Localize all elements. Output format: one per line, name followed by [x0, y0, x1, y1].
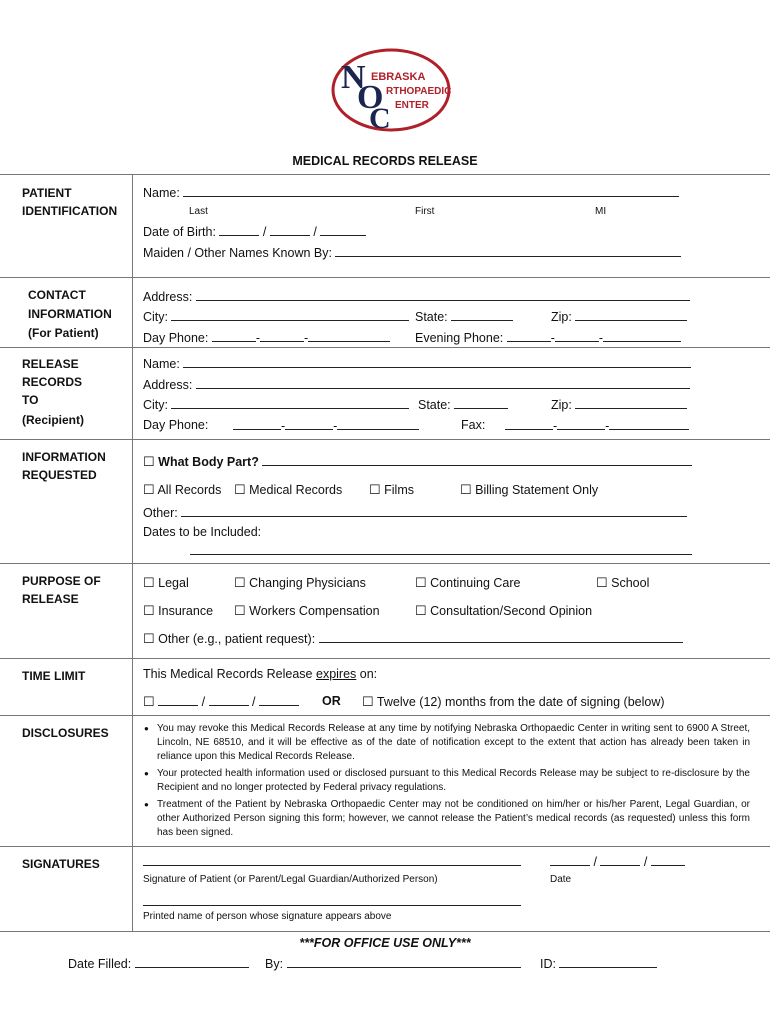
patient-label-line2: IDENTIFICATION	[22, 204, 118, 218]
expiry-day-field[interactable]	[209, 694, 249, 706]
signature-caption: Signature of Patient (or Parent/Legal Guardian/Authorized Person)	[143, 874, 438, 885]
school-checkbox[interactable]: ☐	[596, 575, 608, 590]
consultation-checkbox[interactable]: ☐	[415, 603, 427, 618]
contact-evening-phone-area[interactable]	[507, 330, 551, 342]
release-day-phone-line[interactable]	[337, 418, 419, 430]
section-patient-identification: PATIENT IDENTIFICATION Name: Last First MI Date of Birth: / / Maiden / Other Names Known By:	[0, 175, 770, 278]
release-name-field[interactable]	[183, 356, 691, 368]
office-use-heading: ***FOR OFFICE USE ONLY***	[299, 936, 471, 950]
continuing-care-label: Continuing Care	[430, 576, 521, 590]
body-part-label: What Body Part?	[158, 455, 259, 469]
contact-label-line2: INFORMATION	[28, 307, 112, 321]
or-label: OR	[322, 694, 341, 708]
signatures-label: SIGNATURES	[22, 857, 100, 871]
by-field[interactable]	[287, 956, 521, 968]
dates-included-label: Dates to be Included:	[143, 525, 262, 539]
info-other-label: Other:	[143, 506, 178, 520]
contact-day-phone-area[interactable]	[212, 330, 256, 342]
purpose-label-line1: PURPOSE OF	[22, 574, 101, 588]
school-label: School	[611, 576, 650, 590]
body-part-field[interactable]	[262, 454, 692, 466]
workers-compensation-checkbox[interactable]: ☐	[234, 603, 246, 618]
logo-letter-c: C	[369, 102, 391, 135]
patient-dob-label: Date of Birth:	[143, 225, 216, 239]
contact-evening-phone-label: Evening Phone:	[415, 331, 504, 345]
signature-date-year[interactable]	[651, 854, 685, 866]
id-label: ID:	[540, 957, 556, 971]
section-signatures: SIGNATURES / / Signature of Patient (or Parent/Legal Guardian/Authorized Person) Date Printed name of person whose signature appears above	[0, 847, 770, 932]
patient-name-field[interactable]	[183, 185, 679, 197]
contact-address-label: Address:	[143, 290, 193, 304]
release-fax-area[interactable]	[505, 418, 553, 430]
expiry-year-field[interactable]	[259, 694, 299, 706]
insurance-label: Insurance	[158, 604, 214, 618]
disclosure-item-treatment: ● Treatment of the Patient by Nebraska Orthopaedic Center may not be conditioned on him/her or his/her Parent, Legal Guardian, or other Authorized Person signing this form; however, we cannot release the Patient’s medical records (as requested) unless this form has been signed.	[143, 798, 750, 840]
info-label-line2: REQUESTED	[22, 468, 97, 482]
contact-address-field[interactable]	[196, 289, 690, 301]
by-label: By:	[265, 957, 284, 971]
all-records-checkbox[interactable]: ☐	[143, 482, 155, 497]
signature-date-month[interactable]	[550, 854, 590, 866]
disclosure-item-revoke: ● You may revoke this Medical Records Release at any time by notifying Nebraska Orthopaedic Center in writing sent to 6900 A Street, Lincoln, NE 68510, and it will be effective as of the date of notification except to the extent that action has already been taken in reliance upon this Medical Records Release.	[143, 722, 750, 764]
release-form-table	[0, 174, 770, 932]
release-day-phone-area[interactable]	[233, 418, 281, 430]
section-contact-information: CONTACT INFORMATION (For Patient) Address: City: State: Zip: Day Phone: - - Evening Phone: - -	[0, 278, 770, 348]
expiry-month-field[interactable]	[158, 694, 198, 706]
logo-text-enter: ENTER	[395, 100, 429, 111]
signature-date-day[interactable]	[600, 854, 640, 866]
nebraska-orthopaedic-center-logo	[329, 42, 454, 137]
legal-label: Legal	[158, 576, 189, 590]
billing-statement-checkbox[interactable]: ☐	[460, 482, 472, 497]
consultation-label: Consultation/Second Opinion	[430, 604, 593, 618]
billing-statement-label: Billing Statement Only	[475, 483, 599, 497]
release-city-label: City:	[143, 398, 168, 412]
time-limit-label: TIME LIMIT	[22, 669, 86, 683]
disclosures-list	[143, 716, 770, 840]
contact-label-line1: CONTACT	[28, 288, 86, 302]
insurance-checkbox[interactable]: ☐	[143, 603, 155, 618]
patient-maiden-field[interactable]	[335, 245, 681, 257]
contact-evening-phone-prefix[interactable]	[555, 330, 599, 342]
expires-text-underlined: expires	[316, 667, 357, 681]
release-state-label: State:	[418, 398, 451, 412]
section-disclosures	[0, 716, 770, 847]
workers-compensation-label: Workers Compensation	[249, 604, 380, 618]
films-label: Films	[384, 483, 414, 497]
release-fax-line[interactable]	[609, 418, 689, 430]
dates-included-field[interactable]	[190, 543, 692, 555]
section-release-records-to: RELEASE RECORDS TO (Recipient) Name: Address: City: State: Zip: Day Phone: - - Fax: - -	[0, 348, 770, 440]
films-checkbox[interactable]: ☐	[369, 482, 381, 497]
patient-first-caption: First	[415, 206, 435, 217]
logo-text-rthopaedic: RTHOPAEDIC	[386, 86, 452, 97]
purpose-other-field[interactable]	[319, 631, 683, 643]
disclosures-label: DISCLOSURES	[22, 726, 109, 740]
date-filled-label: Date Filled:	[68, 957, 132, 971]
purpose-other-checkbox[interactable]: ☐	[143, 631, 155, 646]
expires-text-pre: This Medical Records Release	[143, 667, 316, 681]
release-zip-label: Zip:	[551, 398, 572, 412]
release-day-phone-label: Day Phone:	[143, 418, 209, 432]
contact-label-line3: (For Patient)	[28, 326, 99, 340]
info-label-line1: INFORMATION	[22, 450, 106, 464]
date-filled-field[interactable]	[135, 956, 249, 968]
contact-state-label: State:	[415, 310, 448, 324]
logo-letter-o: O	[357, 79, 384, 116]
contact-zip-label: Zip:	[551, 310, 572, 324]
twelve-months-label: Twelve (12) months from the date of signing (below)	[376, 695, 665, 709]
contact-state-field[interactable]	[451, 309, 513, 321]
expires-text-post: on:	[356, 667, 378, 681]
contact-day-phone-label: Day Phone:	[143, 331, 209, 345]
id-field[interactable]	[559, 956, 657, 968]
release-address-field[interactable]	[196, 377, 690, 389]
medical-records-label: Medical Records	[249, 483, 343, 497]
printed-name-caption: Printed name of person whose signature appears above	[143, 911, 392, 922]
release-city-field[interactable]	[171, 397, 409, 409]
release-fax-label: Fax:	[461, 418, 486, 432]
dob-year-field[interactable]	[320, 224, 366, 236]
patient-last-caption: Last	[189, 206, 208, 217]
body-part-checkbox[interactable]: ☐	[143, 454, 155, 469]
printed-name-field[interactable]	[143, 894, 521, 906]
section-information-requested	[0, 440, 770, 564]
disclosure-item-redisclosure: ● Your protected health information used or disclosed pursuant to this Medical Records Release may be subject to re-disclosure by the Recipient and no longer protected by Federal privacy regulations.	[143, 767, 750, 795]
release-state-field[interactable]	[454, 397, 508, 409]
purpose-label-line2: RELEASE	[22, 592, 79, 606]
twelve-months-checkbox[interactable]: ☐	[362, 694, 374, 709]
patient-label-line1: PATIENT	[22, 186, 72, 200]
contact-city-label: City:	[143, 310, 168, 324]
form-title: MEDICAL RECORDS RELEASE	[292, 154, 478, 168]
all-records-label: All Records	[157, 483, 222, 497]
release-label-line1: RELEASE RECORDS	[22, 357, 83, 389]
release-zip-field[interactable]	[575, 397, 687, 409]
changing-physicians-checkbox[interactable]: ☐	[234, 575, 246, 590]
patient-mi-caption: MI	[595, 206, 607, 217]
logo-text-ebraska: EBRASKA	[371, 71, 426, 83]
section-purpose-of-release	[0, 564, 770, 659]
contact-day-phone-prefix[interactable]	[260, 330, 304, 342]
contact-city-field[interactable]	[171, 309, 409, 321]
legal-checkbox[interactable]: ☐	[143, 575, 155, 590]
expiry-date-checkbox[interactable]: ☐	[143, 694, 155, 709]
contact-zip-field[interactable]	[575, 309, 687, 321]
patient-maiden-label: Maiden / Other Names Known By:	[143, 246, 332, 260]
section-time-limit: TIME LIMIT This Medical Records Release expires on: ☐ / / OR ☐ Twelve (12) months from the date of signing (below)	[0, 659, 770, 716]
release-label-line3: (Recipient)	[22, 413, 85, 427]
signature-field[interactable]	[143, 854, 521, 866]
info-other-field[interactable]	[181, 505, 687, 517]
purpose-other-label: Other (e.g., patient request):	[158, 632, 316, 646]
changing-physicians-label: Changing Physicians	[249, 576, 366, 590]
release-label-line2: TO	[22, 393, 39, 407]
release-fax-prefix[interactable]	[557, 418, 605, 430]
contact-day-phone-line[interactable]	[308, 330, 390, 342]
patient-name-label: Name:	[143, 186, 180, 200]
release-name-label: Name:	[143, 357, 180, 371]
contact-evening-phone-line[interactable]	[603, 330, 681, 342]
dob-month-field[interactable]	[219, 224, 259, 236]
medical-records-checkbox[interactable]: ☐	[234, 482, 246, 497]
signature-date-caption: Date	[550, 874, 572, 885]
release-address-label: Address:	[143, 378, 193, 392]
dob-day-field[interactable]	[270, 224, 310, 236]
continuing-care-checkbox[interactable]: ☐	[415, 575, 427, 590]
release-day-phone-prefix[interactable]	[285, 418, 333, 430]
logo-letter-n: N	[341, 59, 366, 96]
